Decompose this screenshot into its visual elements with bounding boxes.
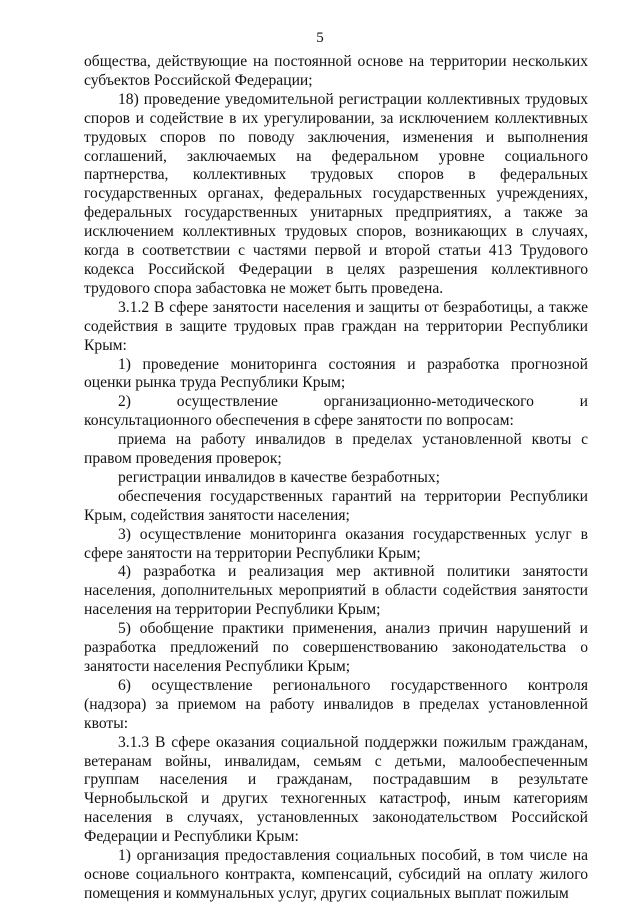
paragraph-p14: 1) организация предоставления социальных пособий, в том числе на основе социального контракта, компенсаций, субсидий на оплату жилого помещения и коммунальных услуг, других социальных выплат пожилым bbox=[84, 847, 588, 902]
paragraph-p8: обеспечения государственных гарантий на территории Республики Крым, содействия занятости населения; bbox=[84, 487, 588, 524]
paragraph-p7: регистрации инвалидов в качестве безработных; bbox=[118, 468, 440, 486]
paragraph-p5: 2) осуществление организационно-методического и консультационного обеспечения в сфере занятости по вопросам: bbox=[84, 393, 588, 430]
document-body bbox=[84, 53, 588, 904]
paragraph-p6: приема на работу инвалидов в пределах установленной квоты с правом проведения проверок; bbox=[84, 431, 588, 468]
paragraph-p11: 5) обобщение практики применения, анализ причин нарушений и разработка предложений по совершенствованию законодательства о занятости населения Республики Крым; bbox=[84, 620, 588, 675]
paragraph-p2: 18) проведение уведомительной регистрации коллективных трудовых споров и содействие в их урегулировании, за исключением коллективных трудовых споров по поводу заключения, изменения и выполнения соглашений, заключаемых на федеральном уровне социального партнерства, коллективных трудовых споров в федеральных государственных органах, федеральных государственных учреждениях, федеральных государственных унитарных предприятиях, а также за исключением коллективных трудовых споров, возникающих в случаях, когда в соответствии с частями первой и второй статьи 413 Трудового кодекса Российской Федерации в целях разрешения коллективного трудового спора забастовка не может быть проведена. bbox=[84, 90, 588, 297]
paragraph-p12: 6) осуществление регионального государственного контроля (надзора) за приемом на работу инвалидов в пределах установленной квоты: bbox=[84, 676, 588, 732]
paragraph-p3: 3.1.2 В сфере занятости населения и защиты от безработицы, а также содействия в защите трудовых прав граждан на территории Республики Крым: bbox=[84, 298, 588, 354]
paragraph-p9: 3) осуществление мониторинга оказания государственных услуг в сфере занятости на территории Республики Крым; bbox=[84, 525, 588, 562]
paragraph-p1: общества, действующие на постоянной основе на территории нескольких субъектов Российской Федерации; bbox=[84, 53, 588, 89]
page-number: 5 bbox=[316, 30, 324, 46]
paragraph-p13: 3.1.3 В сфере оказания социальной поддержки пожилым гражданам, ветеранам войны, инвалидам, семьям с детьми, малообеспеченным группам населения и гражданам, пострадавшим в результате Чернобыльской и других техногенных катастроф, иным категориям населения в случаях, установленных законодательством Российской Федерации и Республики Крым: bbox=[84, 733, 588, 846]
paragraph-p10: 4) разработка и реализация мер активной политики занятости населения, дополнительных мероприятий в области содействия занятости населения на территории Республики Крым; bbox=[84, 563, 588, 619]
paragraph-p4: 1) проведение мониторинга состояния и разработка прогнозной оценки рынка труда Республики Крым; bbox=[84, 355, 588, 392]
